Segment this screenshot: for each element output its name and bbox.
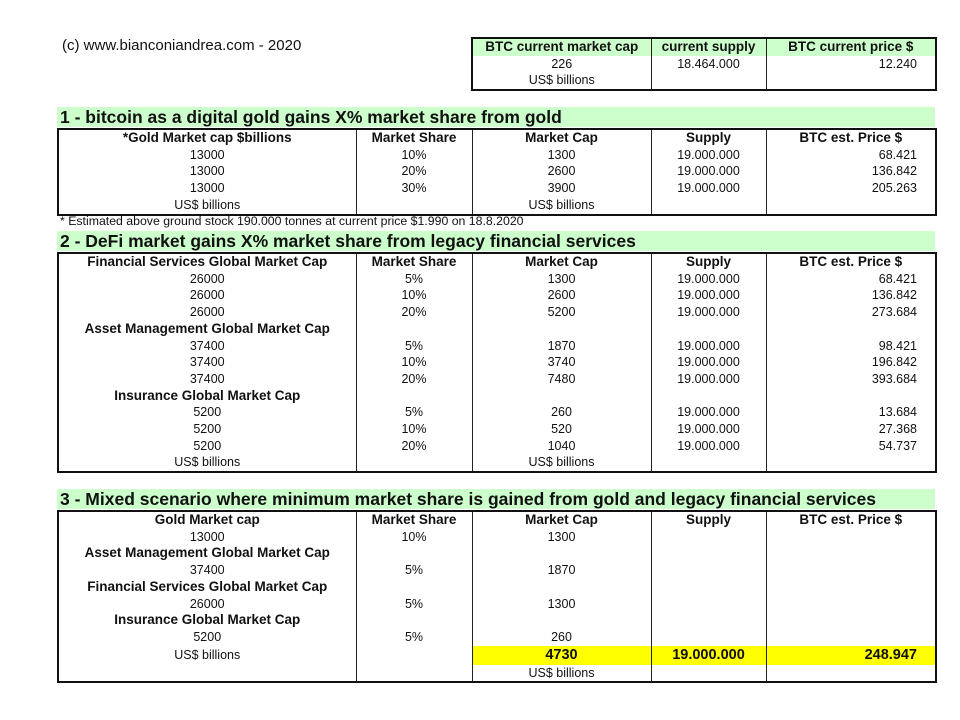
cell: 1300 <box>472 147 651 164</box>
header-col-2: Market Cap <box>472 253 651 271</box>
cell: 1300 <box>472 596 651 613</box>
cell: 136.842 <box>766 287 936 304</box>
cell: 5% <box>356 271 472 288</box>
cell: 19.000.000 <box>651 163 766 180</box>
total-btc-price: 248.947 <box>766 646 936 665</box>
unit-label: US$ billions <box>472 454 651 472</box>
cell: 19.000.000 <box>651 338 766 355</box>
cell: 5% <box>356 562 472 579</box>
cell: 19.000.000 <box>651 271 766 288</box>
table-header-row <box>58 511 936 529</box>
cell: 37400 <box>189 563 225 578</box>
header-col-0: *Gold Market cap $billions <box>122 130 292 145</box>
cell: 5200 <box>193 422 222 437</box>
table-subheader-row <box>58 388 936 405</box>
cell: 7480 <box>472 371 651 388</box>
cell: 19.000.000 <box>651 180 766 197</box>
table-subheader-row <box>58 545 936 562</box>
table-row <box>58 163 936 180</box>
cell: 520 <box>472 421 651 438</box>
section2-table <box>57 252 937 473</box>
cell: 37400 <box>189 371 225 386</box>
cell: 10% <box>356 147 472 164</box>
table-subheader-row <box>58 321 936 338</box>
header-col-4: BTC est. Price $ <box>766 129 936 147</box>
cell: 13000 <box>189 181 225 196</box>
cell: 54.737 <box>766 438 936 455</box>
section1-table <box>57 128 937 216</box>
table-row <box>58 404 936 421</box>
cell: 13000 <box>189 147 225 162</box>
cell: 1040 <box>472 438 651 455</box>
cell: 19.000.000 <box>651 404 766 421</box>
cell: 20% <box>356 163 472 180</box>
table-row <box>472 56 936 73</box>
cell: 19.000.000 <box>651 304 766 321</box>
cell: 19.000.000 <box>651 287 766 304</box>
cell: 5200 <box>193 629 222 644</box>
header-current-supply: current supply <box>651 38 766 56</box>
current-supply-value: 18.464.000 <box>651 56 766 73</box>
cell: 1300 <box>472 529 651 546</box>
insurance-label: Insurance Global Market Cap <box>114 612 301 628</box>
header-col-2: Market Cap <box>472 511 651 529</box>
table-row <box>58 147 936 164</box>
header-col-1: Market Share <box>356 511 472 529</box>
section3-table <box>57 510 937 683</box>
financial-services-label: Financial Services Global Market Cap <box>87 578 328 594</box>
current-market-cap-value: 226 <box>551 56 573 71</box>
header-col-3: Supply <box>651 253 766 271</box>
insurance-label: Insurance Global Market Cap <box>114 387 301 403</box>
cell: 26000 <box>189 271 225 286</box>
cell: 1870 <box>472 338 651 355</box>
cell: 26000 <box>189 305 225 320</box>
header-col-0: Financial Services Global Market Cap <box>87 254 328 269</box>
table-row <box>58 354 936 371</box>
section1-title: 1 - bitcoin as a digital gold gains X% market share from gold <box>57 107 935 127</box>
unit-label: US$ billions <box>174 455 241 470</box>
table-row <box>58 338 936 355</box>
cell: 136.842 <box>766 163 936 180</box>
cell: 19.000.000 <box>651 438 766 455</box>
section2-title: 2 - DeFi market gains X% market share from legacy financial services <box>57 231 935 251</box>
cell: 20% <box>356 304 472 321</box>
current-price-value: 12.240 <box>766 56 936 73</box>
header-col-1: Market Share <box>356 253 472 271</box>
table-row <box>58 562 936 579</box>
table-subheader-row <box>58 579 936 596</box>
table-row <box>58 665 936 683</box>
cell: 3900 <box>472 180 651 197</box>
table-subheader-row <box>58 612 936 629</box>
cell: 10% <box>356 421 472 438</box>
cell: 68.421 <box>766 271 936 288</box>
cell: 5200 <box>193 405 222 420</box>
cell: 10% <box>356 287 472 304</box>
table-row <box>472 72 936 90</box>
total-row <box>58 646 936 665</box>
cell: 20% <box>356 371 472 388</box>
cell: 2600 <box>472 287 651 304</box>
header-col-4: BTC est. Price $ <box>766 511 936 529</box>
header-col-2: Market Cap <box>472 129 651 147</box>
cell: 19.000.000 <box>651 371 766 388</box>
cell: 19.000.000 <box>651 147 766 164</box>
section3-title: 3 - Mixed scenario where minimum market share is gained from gold and legacy financial services <box>57 489 935 509</box>
asset-management-label: Asset Management Global Market Cap <box>84 320 330 336</box>
table-row <box>58 421 936 438</box>
cell: 260 <box>472 404 651 421</box>
table-row <box>58 271 936 288</box>
table-header-row <box>58 253 936 271</box>
current-unit-label: US$ billions <box>528 73 595 88</box>
cell: 5% <box>356 629 472 646</box>
table-row <box>58 197 936 215</box>
cell: 68.421 <box>766 147 936 164</box>
unit-label: US$ billions <box>472 197 651 215</box>
cell: 5% <box>356 338 472 355</box>
cell: 19.000.000 <box>651 354 766 371</box>
header-current-market-cap: BTC current market cap <box>485 39 639 54</box>
table-row <box>58 454 936 472</box>
cell: 273.684 <box>766 304 936 321</box>
table-header-row <box>472 38 936 56</box>
table-row <box>58 287 936 304</box>
table-row <box>58 438 936 455</box>
table-row <box>58 596 936 613</box>
cell: 98.421 <box>766 338 936 355</box>
cell: 3740 <box>472 354 651 371</box>
cell: 5200 <box>472 304 651 321</box>
cell: 5200 <box>193 438 222 453</box>
cell: 26000 <box>189 596 225 611</box>
cell: 10% <box>356 354 472 371</box>
cell: 2600 <box>472 163 651 180</box>
total-market-cap: 4730 <box>472 646 651 665</box>
header-col-3: Supply <box>651 129 766 147</box>
asset-management-label: Asset Management Global Market Cap <box>84 545 330 561</box>
cell: 13000 <box>189 529 225 544</box>
table-header-row <box>58 129 936 147</box>
cell: 13.684 <box>766 404 936 421</box>
cell: 205.263 <box>766 180 936 197</box>
cell: 1870 <box>472 562 651 579</box>
cell: 27.368 <box>766 421 936 438</box>
cell: 5% <box>356 596 472 613</box>
header-col-4: BTC est. Price $ <box>766 253 936 271</box>
cell: 10% <box>356 529 472 546</box>
total-supply: 19.000.000 <box>651 646 766 665</box>
cell: 196.842 <box>766 354 936 371</box>
header-col-0: Gold Market cap <box>154 512 260 527</box>
unit-label: US$ billions <box>174 197 241 212</box>
unit-label: US$ billions <box>174 647 241 662</box>
copyright-text: (c) www.bianconiandrea.com - 2020 <box>62 37 302 54</box>
cell: 37400 <box>189 355 225 370</box>
table-row <box>58 304 936 321</box>
header-col-1: Market Share <box>356 129 472 147</box>
cell: 1300 <box>472 271 651 288</box>
table-row <box>58 371 936 388</box>
cell: 26000 <box>189 288 225 303</box>
unit-label: US$ billions <box>472 665 651 683</box>
cell: 37400 <box>189 338 225 353</box>
cell: 5% <box>356 404 472 421</box>
table-row <box>58 180 936 197</box>
header-current-price: BTC current price $ <box>766 38 936 56</box>
cell: 19.000.000 <box>651 421 766 438</box>
cell: 30% <box>356 180 472 197</box>
table-row <box>58 629 936 646</box>
current-btc-table <box>471 37 937 91</box>
cell: 260 <box>472 629 651 646</box>
cell: 20% <box>356 438 472 455</box>
header-col-3: Supply <box>651 511 766 529</box>
cell: 13000 <box>189 164 225 179</box>
table-row <box>58 529 936 546</box>
section1-footnote: * Estimated above ground stock 190.000 tonnes at current price $1.990 on 18.8.2020 <box>60 214 524 228</box>
cell: 393.684 <box>766 371 936 388</box>
